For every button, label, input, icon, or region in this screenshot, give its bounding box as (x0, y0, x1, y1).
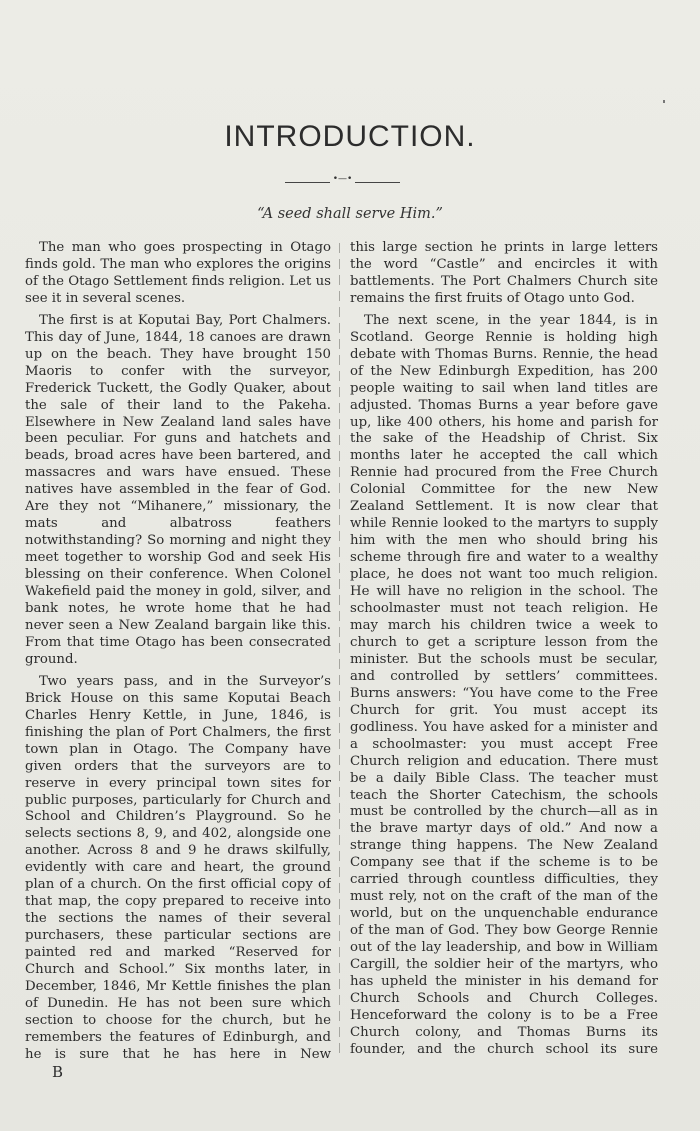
paragraph: Two years pass, and in the Surveyor’s Brick House on this same Koputai Beach Charles Henry Kettle, in June, 1846, is finishing the plan of Port Chalmers, the first town plan in Otago. The Company have given orders that the surveyors are to reserve in every principal town sites for public purposes, particularly for Church and School and Children’s Playground. So he selects sections 8, 9, and 402, alongside one another. Across 8 and 9 he draws skilfully, evidently with care and heart, the ground plan of a church. On the first official copy of that map, the copy prepared to receive into the sections the names of their several purchasers, these particular sections are painted red and marked “Reserved for Church and School.” Six months later, in December, 1846, Mr Kettle finishes the plan of Dunedin. He has not been sure which section to choose for the church, but he remembers the features of Edinburgh, and he is sure that he has here in New (25, 673, 331, 1060)
paragraph: The man who goes prospecting in Otago finds gold. The man who explores the origins of the Otago Settlement finds religion. Let us see it in several scenes. (25, 240, 331, 306)
paragraph: The next scene, in the year 1844, is in Scotland. George Rennie is holding high debate with Thomas Burns. Rennie, the head of the New Edinburgh Expedition, has 200 people waiting to sail when land titles are adjusted. Thomas Burns a year before gave up, like 400 others, his home and parish for the sake of the Headship of Christ. Six months later he accepted the call which Rennie had procured from the Free Church Colonial Committee for the new New Zealand Settlement. It is now clear that while Rennie looked to the martyrs to supply him with the men who should bring his scheme through fire and water to a wealthy place, he does not want too much religion. He will have no religion in the school. The schoolmaster must not teach religion. He may march his children twice a week to church to get a scripture lesson from the minister. But the schools must be secular, and controlled by settlers’ committees. Burns answers: “You have come to the Free Church for grit. You must accept its godliness. You have asked for a minister and a schoolmaster: you must accept Free Church religion and education. There must be a daily Bible Class. The teacher must teach the Shorter Catechism, the schools must be controlled by the church—all as in the brave martyr days of old.” And now a strange thing happens. The New Zealand Company see that if the scheme is to be carried through countless difficulties, they must rely, not on the craft of the man of the world, but on the unquenchable endurance of the man of God. They bow George Rennie out of the lay leadership, and bow in William Cargill, the soldier heir of the martyrs, who has upheld the minister in his demand for Church Schools and Church Colleges. Henceforward the colony is to be a Free Church colony, and Thomas Burns its founder, and the church school its sure (350, 312, 658, 1057)
column-divider (339, 243, 340, 1055)
paragraph: The first is at Koputai Bay, Port Chalmers. This day of June, 1844, 18 canoes are drawn up on the beach. They have brought 150 Maoris to confer with the surveyor, Frederick Tuckett, the Godly Quaker, about the sale of their land to the Pakeha. Elsewhere in New Zealand land sales have been peculiar. For guns and hatchets and beads, broad acres have been bartered, and massacres and wars have ensued. These natives have assembled in the fear of God. Are they not “Mihanere,” missionary, the mats and albatross feathers notwithstanding? So morning and night they meet together to worship God and seek His blessing on their conference. When Colonel Wakefield paid the money in gold, silver, and bank notes, he wrote home that he had never seen a New Zealand bargain like this. From that time Otago has been consecrated ground. (25, 312, 331, 667)
title-ornament (285, 174, 400, 186)
paragraph-continued: this large section he prints in large letters the word “Castle” and encircles it with battlements. The Port Chalmers Church site remains the first fruits of Otago unto God. (350, 240, 658, 306)
page-title: INTRODUCTION. (224, 120, 476, 153)
ornament-center: •—• (332, 174, 353, 184)
paper-speck (663, 100, 665, 103)
ornament-rule-right (355, 182, 400, 183)
ornament-rule-left (285, 182, 330, 183)
right-column (350, 240, 658, 1060)
signature-mark: B (52, 1063, 64, 1081)
epigraph: “A seed shall serve Him.” (257, 206, 443, 222)
left-column (25, 240, 331, 1060)
